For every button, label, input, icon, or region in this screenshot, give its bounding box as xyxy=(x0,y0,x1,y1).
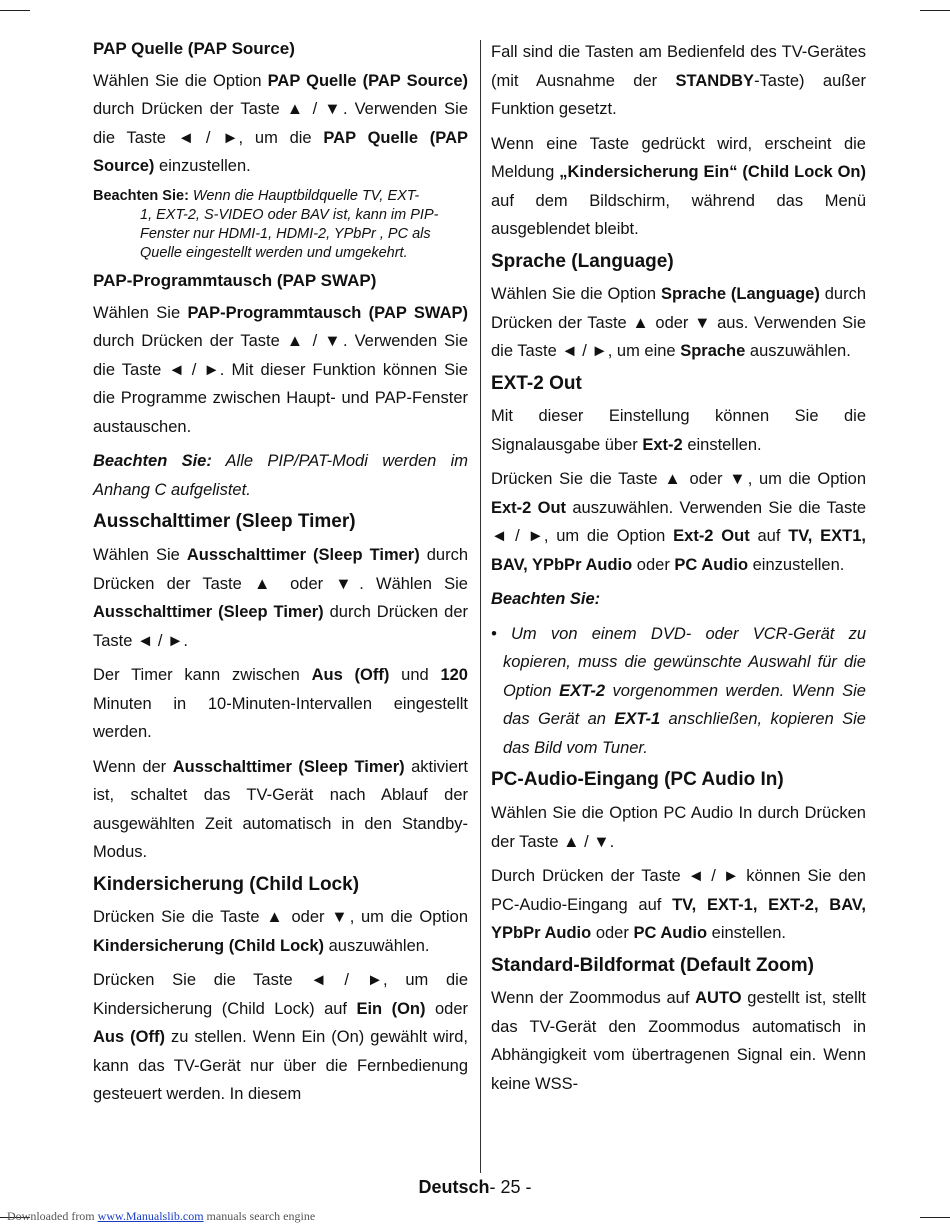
text-run: Wenn der Zoommodus auf xyxy=(491,989,696,1008)
note xyxy=(93,187,468,263)
text-run: Ext-2 xyxy=(642,435,683,454)
note-label: Beachten Sie: xyxy=(93,452,212,471)
text-run: Wählen Sie xyxy=(93,546,187,565)
note xyxy=(93,447,468,504)
paragraph xyxy=(491,402,866,459)
note-label: Beachten Sie: xyxy=(491,590,601,609)
text-run: Minuten in 10-Minuten-Intervallen eingestellt werden. xyxy=(93,694,468,742)
text-run: Der Timer kann zwischen xyxy=(93,666,312,685)
text-run: 120 xyxy=(440,666,468,685)
text-run: „Kindersicherung Ein“ (Child Lock On) xyxy=(559,163,866,181)
text-run: . Mit dieser Funktion können Sie die Programme zwischen Haupt- und PAP-Fenster austauschen. xyxy=(93,360,468,436)
text-run: EXT-2 xyxy=(559,681,606,700)
text-run: Wenn der xyxy=(93,757,173,776)
text-run: -Taste) außer Funktion gesetzt. xyxy=(491,71,866,118)
text-run: auf xyxy=(749,527,789,546)
text-run: Ausschalttimer (Sleep Timer) xyxy=(93,603,324,622)
text-run: Mit dieser Einstellung können Sie die Signalausgabe über xyxy=(491,407,866,454)
text-run: Durch Drücken der Taste ◄ / ► können Sie den PC-Audio-Eingang auf xyxy=(491,867,866,914)
text-run: einstellen. xyxy=(682,435,762,454)
text-run: durch Drücken der Taste xyxy=(93,100,287,119)
note-text: 1, EXT-2, S-VIDEO oder BAV ist, kann im PIP-Fenster nur HDMI-1, HDMI-2, YPbPr , PC als Quelle eingestellt werden und umgekehrt. xyxy=(140,206,439,261)
text-run: TV, EXT-1, EXT-2, BAV, YPbPr Audio xyxy=(491,895,866,943)
text-run: Drücken Sie die Taste ▲ oder ▼, um die Option xyxy=(93,908,468,927)
text-run: durch Drücken der Taste ▲ oder ▼. Wählen Sie xyxy=(93,546,469,593)
text-run: durch Drücken der Taste ▲ oder ▼ aus. Verwenden Sie die Taste ◄ / ►, um eine xyxy=(491,285,866,361)
crop-mark xyxy=(920,10,950,11)
text-run: Ausschalttimer (Sleep Timer) xyxy=(172,757,405,776)
text-run: EXT-1 xyxy=(614,710,661,729)
manualslib-link[interactable]: www.Manualslib.com xyxy=(97,1209,204,1223)
section-heading: PAP-Programmtausch (PAP SWAP) xyxy=(93,270,377,290)
footer-language: Deutsch xyxy=(418,1177,490,1197)
text-run: Wählen Sie die Option xyxy=(93,71,268,90)
paragraph xyxy=(491,280,866,366)
text-run: Wählen Sie die Option xyxy=(491,285,661,304)
text-run: Sprache xyxy=(680,342,746,361)
text-run: ◄ / ► xyxy=(177,128,239,147)
text-run: . Verwenden Sie die Taste xyxy=(93,332,469,379)
text-run: Ein (On) xyxy=(356,999,426,1018)
paragraph xyxy=(93,753,468,867)
paragraph xyxy=(491,38,866,124)
paragraph xyxy=(491,130,866,244)
text-run: oder xyxy=(632,555,675,574)
crop-mark xyxy=(0,10,30,11)
paragraph xyxy=(491,799,866,856)
text-run: PAP Quelle (PAP Source) xyxy=(267,71,468,90)
left-column xyxy=(93,38,468,1115)
paragraph xyxy=(93,541,468,655)
paragraph xyxy=(491,984,866,1098)
paragraph xyxy=(491,862,866,948)
section-heading: Ausschalttimer (Sleep Timer) xyxy=(93,511,356,533)
text-run: . Verwenden Sie die Taste xyxy=(93,100,469,147)
text-run: PAP-Programmtausch (PAP SWAP) xyxy=(187,303,468,322)
text-run: ▲ / ▼ xyxy=(286,332,343,351)
note-text: Alle PIP/PAT-Modi werden im Anhang C aufgelistet. xyxy=(93,452,469,499)
text-run: Kindersicherung (Child Lock) xyxy=(93,936,325,955)
text-run: oder xyxy=(425,999,469,1018)
download-note xyxy=(7,1209,315,1224)
text-run: oder xyxy=(591,924,634,943)
page-number: - 25 - xyxy=(489,1177,532,1197)
text-run: einzustellen. xyxy=(748,555,845,574)
text-run: PAP Quelle (PAP Source) xyxy=(93,128,468,176)
text-run: durch Drücken der Taste xyxy=(93,332,287,351)
text-run: TV, EXT1, BAV, YPbPr Audio xyxy=(491,527,867,574)
text-run: Wenn eine Taste gedrückt wird, erscheint die Meldung xyxy=(491,134,866,181)
text-run: Fall sind die Tasten am Bedienfeld des TV-Gerätes (mit Ausnahme der xyxy=(491,43,866,90)
section-heading: Sprache (Language) xyxy=(491,250,674,272)
text-run: gestellt ist, stellt das TV-Gerät den Zoommodus automatisch in Abhängigkeit vom übertragenen Signal ein. Wenn keine WSS- xyxy=(491,989,866,1093)
text-run: , um die xyxy=(238,128,324,147)
text-run: PC Audio xyxy=(633,924,708,943)
text-run: Aus (Off) xyxy=(93,1028,165,1047)
text-run: auf dem Bildschirm, während das Menü ausgeblendet bleibt. xyxy=(491,191,866,238)
text-run: ▲ / ▼ xyxy=(286,100,343,119)
text-run: aktiviert ist, schaltet das TV-Gerät nach Ablauf der ausgewählten Zeit automatisch in den Standby-Modus. xyxy=(93,757,468,862)
bullet-paragraph xyxy=(491,620,866,763)
text-run: zu stellen. Wenn Ein (On) gewählt wird, kann das TV-Gerät nur über die Fernbedienung gesteuert werden. In diesem xyxy=(93,1028,468,1104)
download-prefix: Downloaded from xyxy=(7,1209,98,1223)
paragraph xyxy=(93,299,468,442)
text-run: und xyxy=(389,666,441,685)
text-run: einstellen. xyxy=(707,924,786,943)
crop-mark xyxy=(920,1217,950,1218)
text-run: Ext-2 Out xyxy=(491,498,567,517)
paragraph xyxy=(93,966,468,1109)
note-text: Wenn die Hauptbildquelle TV, EXT- xyxy=(188,187,420,204)
text-run: anschließen, kopieren Sie das Bild vom Tuner. xyxy=(503,710,866,757)
text-run: Drücken Sie die Taste ◄ / ►, um die Kindersicherung (Child Lock) auf xyxy=(93,971,468,1018)
text-run: vorgenommen werden. Wenn Sie das Gerät an xyxy=(503,681,866,729)
download-suffix: manuals search engine xyxy=(203,1209,316,1223)
section-heading: PAP Quelle (PAP Source) xyxy=(93,39,295,58)
text-run: Ausschalttimer (Sleep Timer) xyxy=(186,546,420,565)
text-run: Wählen Sie xyxy=(93,303,188,322)
text-run: durch Drücken der Taste ◄ / ►. xyxy=(93,603,468,650)
text-run: auszuwählen. Verwenden Sie die Taste ◄ / ►, um die Option xyxy=(491,498,866,546)
text-run: STANDBY xyxy=(675,71,755,90)
paragraph xyxy=(93,661,468,747)
text-run: Drücken Sie die Taste ▲ oder ▼, um die Option xyxy=(491,470,866,489)
right-column xyxy=(491,38,866,1104)
text-run: auszuwählen. xyxy=(745,342,851,361)
column-divider xyxy=(480,40,481,1173)
text-run: AUTO xyxy=(695,989,742,1008)
note xyxy=(491,585,866,614)
page-footer xyxy=(0,1177,950,1198)
section-heading: Kindersicherung (Child Lock) xyxy=(93,873,360,895)
text-run: Wählen Sie die Option PC Audio In durch Drücken der Taste ▲ / ▼. xyxy=(491,804,866,851)
text-run: auszuwählen. xyxy=(324,936,430,955)
section-heading: Standard-Bildformat (Default Zoom) xyxy=(491,954,814,976)
text-run: • Um von einem DVD- oder VCR-Gerät zu kopieren, muss die gewünschte Auswahl für die Option xyxy=(491,624,866,700)
text-run: PC Audio xyxy=(674,555,749,574)
note-label: Beachten Sie: xyxy=(93,187,189,204)
text-run: Aus (Off) xyxy=(311,666,390,685)
paragraph xyxy=(93,67,468,181)
section-heading: EXT-2 Out xyxy=(491,372,582,394)
text-run: ◄ / ► xyxy=(168,360,220,379)
paragraph xyxy=(93,903,468,960)
section-heading: PC-Audio-Eingang (PC Audio In) xyxy=(491,769,784,791)
paragraph xyxy=(491,465,866,579)
text-run: Ext-2 Out xyxy=(673,527,750,546)
text-run: Sprache (Language) xyxy=(660,285,820,304)
text-run: einzustellen. xyxy=(154,157,251,176)
